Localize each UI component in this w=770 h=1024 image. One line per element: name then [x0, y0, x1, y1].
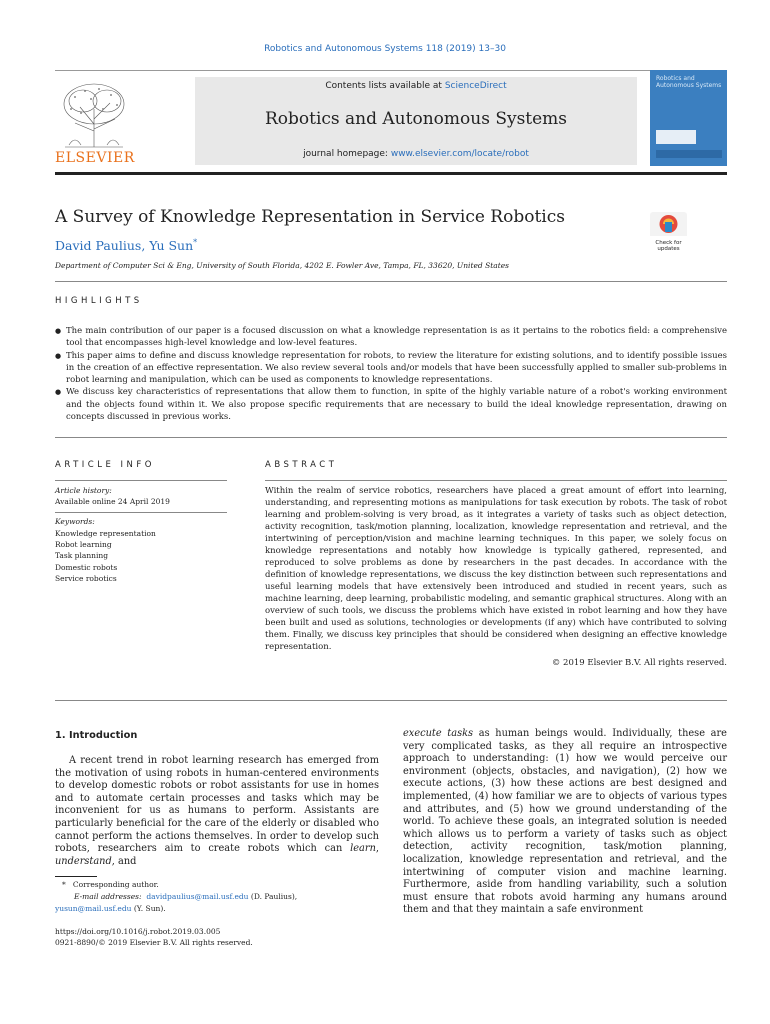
- journal-reference[interactable]: Robotics and Autonomous Systems 118 (2019) 13–30: [264, 44, 506, 54]
- header-thick-rule: [55, 172, 727, 175]
- homepage-link[interactable]: www.elsevier.com/locate/robot: [390, 149, 529, 159]
- keywords-list: [55, 528, 156, 584]
- homepage-prefix: journal homepage:: [303, 149, 391, 159]
- sciencedirect-link[interactable]: ScienceDirect: [444, 81, 507, 91]
- intro-right-column: [403, 728, 727, 917]
- corresponding-author-text: Corresponding author.: [72, 880, 159, 889]
- email-label: E-mail addresses:: [74, 892, 142, 901]
- keywords-label: Keywords:: [55, 517, 95, 526]
- publisher-name: ELSEVIER: [55, 150, 135, 166]
- author-list: David Paulius, Yu Sun*: [55, 238, 198, 254]
- issn-copyright: 0921-8890/© 2019 Elsevier B.V. All rights reserved.: [55, 938, 253, 947]
- highlights-top-rule: [55, 281, 727, 282]
- doi-link[interactable]: https://doi.org/10.1016/j.robot.2019.03.005: [55, 927, 221, 936]
- header-divider: [55, 70, 727, 71]
- highlights-heading: HIGHLIGHTS: [55, 296, 143, 306]
- email-link-2[interactable]: yusun@mail.usf.edu: [55, 904, 132, 913]
- email-addresses: [74, 891, 374, 903]
- footnote-mark: *: [62, 880, 66, 889]
- email-name-1: (D. Paulius),: [250, 892, 298, 901]
- highlight-item: ● The main contribution of our paper is a focused discussion on what a knowledge representation is as it pertains to the robotics field: a comprehensive tool that encompasses high-level knowledge and low-level features.: [55, 325, 727, 350]
- crossmark-label: Check for updates: [655, 240, 682, 252]
- keyword: Robot learning: [55, 540, 112, 550]
- highlight-item: ● This paper aims to define and discuss knowledge representation for robots, to review the literature for existing solutions, and to identify possible issues in the creation of an effective representation. We also review several tools and/or models that have been successfully applied to smaller sub-problems in robot learning and manipulation, which can be used as components to knowledge representations.: [55, 350, 727, 387]
- abstract-copyright: © 2019 Elsevier B.V. All rights reserved.: [551, 658, 727, 668]
- affiliation: Department of Computer Sci & Eng, University of South Florida, 4202 E. Fowler Ave, Tampa, FL, 33620, United States: [55, 261, 510, 270]
- intro-text: as human beings would. Individually, these are very complicated tasks, as they all require an introspective approach to understanding: (1) how we would perceive our environment (objects, obstacles, and navigation), (2) how we execute actions, (3) how these actions are best designed and implemented, (4) how familiar we are to objects of various types and attributes, and (5) how we ground understanding of the world. To achieve these goals, an integrated solution is needed which allows us to perform a variety of tasks such as object detection, activity recognition, task/motion planning, localization, knowledge representation and retrieval, and the intertwining of computer vision and machine learning. Furthermore, aside from handling variability, such a solution must ensure that robots avoid harming any humans around them and that they maintain a safe environment: [403, 728, 727, 916]
- author-link-1[interactable]: David Paulius: [55, 238, 142, 254]
- article-history-value: Available online 24 April 2019: [55, 497, 170, 506]
- abstract-text: Within the realm of service robotics, researchers have placed a great amount of effort into learning, understanding, and representing motions as manipulations for task execution by robots. The task of robot learning and problem-solving is very broad, as it integrates a variety of tasks such as object detection, activity recognition, task/motion planning, localization, knowledge representation and retrieval, and the intertwining of perception/vision and machine learning techniques. In this paper, we solely focus on knowledge representations and notably how knowledge is typically gathered, represented, and reproduced to solve problems as done by researchers in the past decades. In accordance with the definition of knowledge representations, we discuss the key distinction between such representations and useful learning models that have extensively been introduced and studied in recent years, such as machine learning, deep learning, probabilistic modeling, and semantic graphical structures. Along with an overview of such tools, we discuss the problems which have existed in robot learning and how they have been built and used as solutions, technologies or developments (if any) which have contributed to solving them. Finally, we discuss key principles that should be considered when designing an effective knowledge representation.: [265, 486, 727, 652]
- highlight-item: ● We discuss key characteristics of representations that allow them to function, in spite of the highly variable nature of a robot's working environment and the objects found within it. We also propose specific requirements that are necessary to build the ideal knowledge representation, drawing on concepts discussed in previous works.: [55, 386, 727, 423]
- article-info-rule: [55, 480, 227, 481]
- intro-left-column: [55, 755, 379, 868]
- keywords-rule: [55, 512, 227, 513]
- homepage-line: [195, 149, 637, 159]
- keyword: Knowledge representation: [55, 529, 156, 538]
- intro-emphasis: execute tasks: [403, 728, 474, 739]
- check-for-updates-badge[interactable]: [650, 212, 687, 252]
- journal-title: Robotics and Autonomous Systems: [264, 109, 568, 129]
- intro-emphasis: learn: [350, 843, 376, 855]
- email-addresses-2: [55, 903, 166, 915]
- journal-masthead: [195, 77, 637, 165]
- corresponding-author-note: [62, 879, 159, 891]
- keyword: Service robotics: [55, 573, 117, 583]
- cover-graphic: [656, 130, 696, 144]
- author-link-2[interactable]: Yu Sun: [149, 238, 194, 254]
- keyword: Domestic robots: [55, 562, 118, 572]
- article-info-heading: ARTICLE INFO: [55, 460, 155, 470]
- contents-prefix: Contents lists available at: [325, 81, 445, 91]
- highlights-list: [55, 325, 727, 423]
- keyword: Task planning: [55, 551, 109, 561]
- abstract-bottom-rule: [55, 700, 727, 701]
- email-link-1[interactable]: davidpaulius@mail.usf.edu: [146, 892, 249, 901]
- abstract-heading: ABSTRACT: [265, 460, 338, 470]
- intro-text: A recent trend in robot learning research has emerged from the motivation of using robots in human-centered environments to develop domestic robots or robot assistants for use in homes and to automate certain processes and tasks which may be inconvenient for us as humans to perform. Assistants are particularly beneficial for the care of the elderly or disabled who cannot perform the actions themselves. In order to develop such robots, researchers aim to create robots which can: [55, 755, 379, 855]
- intro-text: ,: [375, 843, 379, 855]
- abstract-rule: [265, 480, 727, 481]
- intro-text: , and: [111, 855, 137, 867]
- email-name-2: (Y. Sun).: [133, 904, 166, 913]
- contents-line: [195, 81, 637, 91]
- footnote-rule: [55, 876, 97, 877]
- journal-cover-image: [650, 70, 727, 166]
- section-heading-introduction: 1. Introduction: [55, 730, 138, 741]
- article-history-label: Article history:: [55, 486, 112, 495]
- corresponding-mark[interactable]: *: [193, 238, 198, 247]
- crossmark-icon: [650, 212, 687, 236]
- highlights-bottom-rule: [55, 437, 727, 438]
- cover-title: Robotics and Autonomous Systems: [656, 75, 722, 89]
- cover-band: [656, 150, 722, 158]
- paper-title: A Survey of Knowledge Representation in Service Robotics: [55, 207, 565, 227]
- intro-emphasis: understand: [55, 855, 112, 867]
